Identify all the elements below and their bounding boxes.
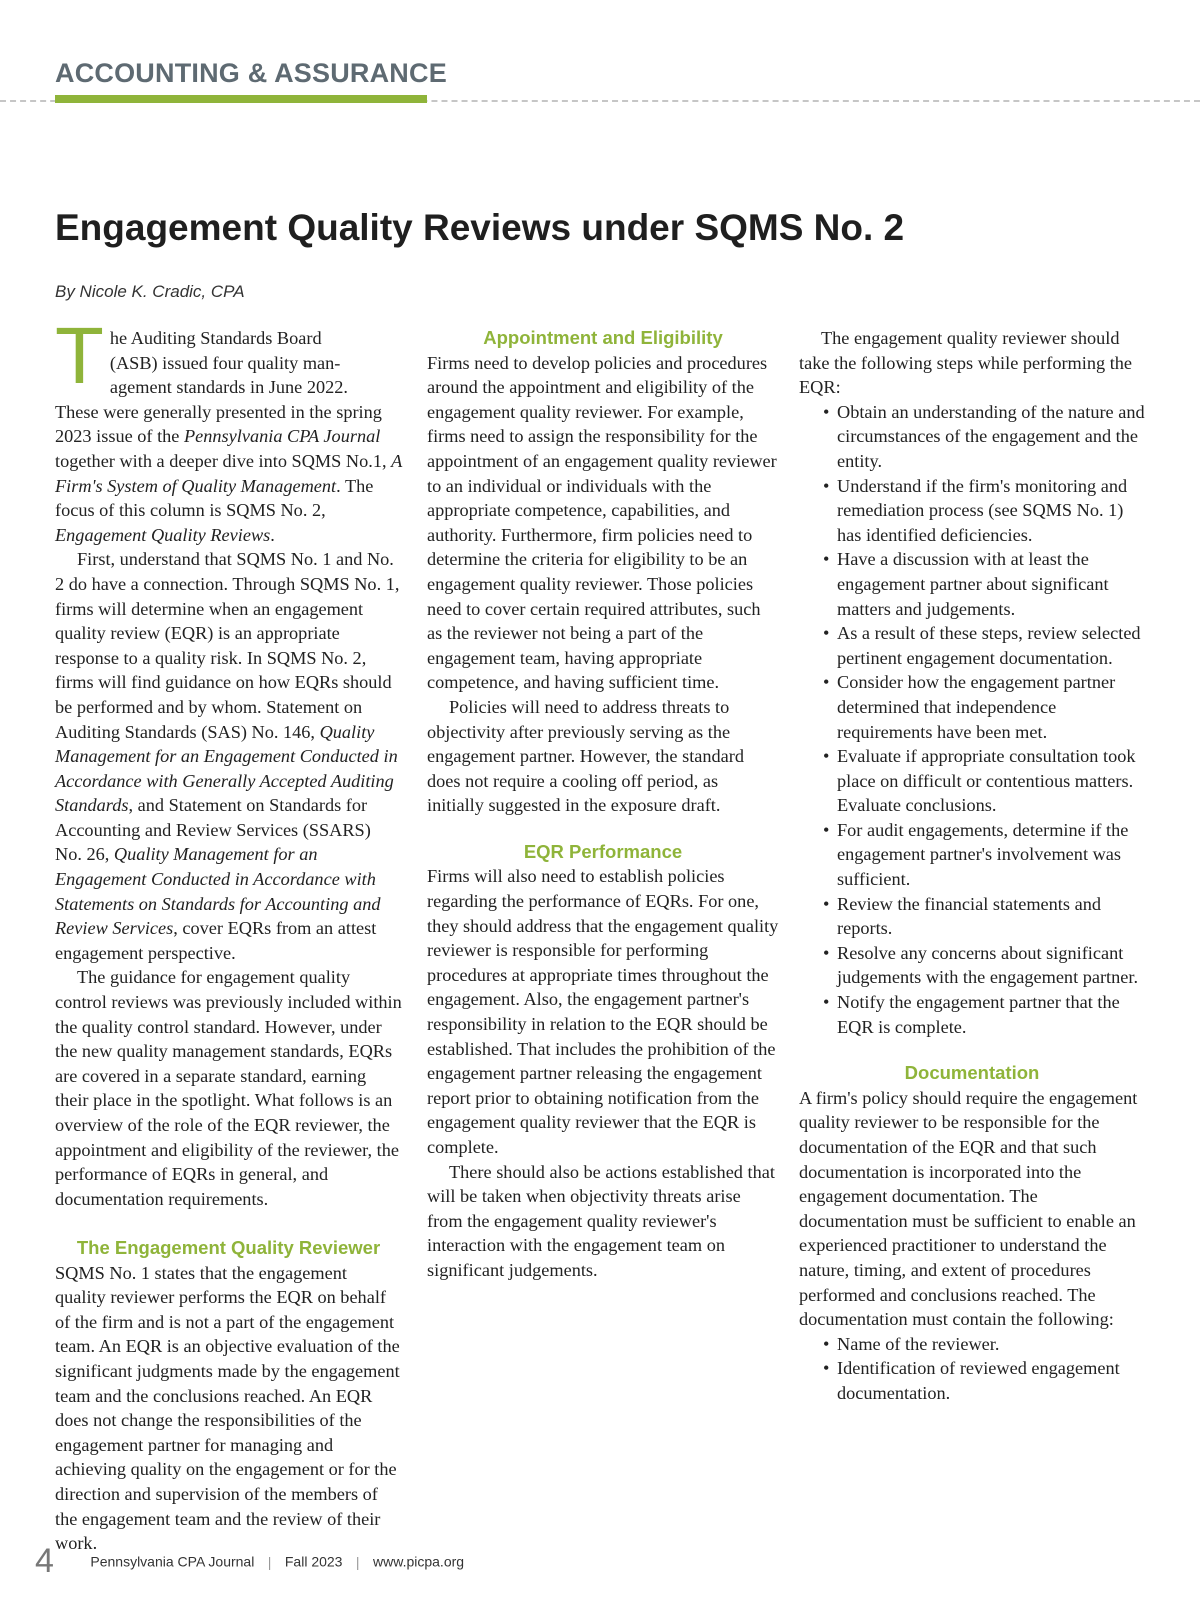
- issue-label: Fall 2023: [284, 1553, 343, 1570]
- list-item: • As a result of these steps, review selected pertinent engagement documentation.: [823, 623, 1141, 668]
- list-item: • Consider how the engagement partner determined that independence requirements have been met.: [823, 672, 1116, 742]
- paragraph: The guidance for engagement quality control reviews was previously included within the quality control standard. However, under the new quality management standards, EQRs are covered in a separate standard, earning their place in the spotlight. What follows is an overview of the role of the EQR reviewer, the appointment and eligibility of the reviewer, the performance of EQRs in general, and documentation requirements.: [55, 967, 402, 1209]
- publication-name: Pennsylvania CPA Journal: [90, 1553, 255, 1570]
- page-number: 4: [35, 1542, 54, 1580]
- subhead-appointment-eligibility: Appointment and Eligibility: [483, 327, 723, 348]
- paragraph: There should also be actions established that will be taken when objectivity threats arise from the engagement quality reviewer's interaction with the engagement team on significant judgements.: [427, 1161, 775, 1280]
- website-link[interactable]: www.picpa.org: [373, 1553, 465, 1570]
- list-item: • Have a discussion with at least the engagement partner about significant matters and judgements.: [823, 549, 1109, 619]
- paragraph: Firms will also need to establish policies regarding the performance of EQRs. For one, they should address that the engagement quality reviewer is responsible for performing procedures at appropriate times throughout the engagement. Also, the engagement partner's responsibility in relation to the EQR should be established. That includes the prohibition of the engagement partner releasing the engagement report prior to obtaining notification from the engagement quality reviewer that the EQR is complete.: [427, 866, 779, 1157]
- list-item: • Understand if the firm's monitoring and remediation process (see SQMS No. 1) has identified deficiencies.: [823, 475, 1128, 545]
- subhead-engagement-quality-reviewer: The Engagement Quality Reviewer: [76, 1236, 381, 1258]
- paragraph: Policies will need to address threats to objectivity after previously serving as the engagement partner. However, the standard does not require a cooling off period, as initially suggested in the exposure draft.: [427, 696, 745, 816]
- footer-separator: |: [355, 1553, 360, 1570]
- subhead-documentation: Documentation: [904, 1062, 1040, 1084]
- column-3: [799, 326, 1145, 1406]
- byline: By Nicole K. Cradic, CPA: [55, 282, 245, 301]
- article-title: Engagement Quality Reviews under SQMS No. 2: [55, 207, 905, 248]
- paragraph: SQMS No. 1 states that the engagement quality reviewer performs the EQR on behalf of the firm and is not a part of the engagement team. An EQR is an objective evaluation of the significant judgments made by the engagement team and the conclusions reached. An EQR does not change the responsibilities of the engagement partner for managing and achieving quality on the engagement or for the direction and supervision of the members of the engagement team and the review of their work.: [55, 1262, 400, 1554]
- list-item: • Identification of reviewed engagement documentation.: [823, 1358, 1120, 1403]
- page-footer: [35, 1542, 464, 1581]
- paragraph: A firm's policy should require the engagement quality reviewer to be responsible for the documentation of the EQR and that such documentation is incorporated into the engagement documentation. The documentation must be sufficient to enable an experienced practitioner to understand the nature, timing, and extent of procedures performed and conclusions reached. The documentation must contain the following:: [799, 1087, 1138, 1330]
- column-1: [55, 311, 402, 1556]
- section-label: ACCOUNTING & ASSURANCE: [55, 58, 447, 88]
- list-item: • Resolve any concerns about significant judgements with the engagement partner.: [823, 942, 1139, 988]
- paragraph: First, understand that SQMS No. 1 and No. 2 do have a connection. Through SQMS No. 1, firms will determine when an engagement quality review (EQR) is an appropriate response to a quality risk. In SQMS No. 2, firms will find guidance on how EQRs should be performed and by whom. Statement on Auditing Standards (SAS) No. 146, Quality Management for an Engagement Conducted in Accordance with Generally Accepted Auditing Standards, and Statement on Standards for Accounting and Review Services (SSARS) No. 26, Quality Management for an Engagement Conducted in Accordance with Statements on Standards for Accounting and Review Services, cover EQRs from an attest engagement perspective.: [55, 549, 400, 963]
- list-item: • For audit engagements, determine if the engagement partner's involvement was sufficient.: [823, 819, 1129, 890]
- list-item: • Obtain an understanding of the nature and circumstances of the engagement and the entity.: [823, 401, 1145, 471]
- list-item: • Review the financial statements and reports.: [823, 893, 1101, 939]
- list-item: • Notify the engagement partner that the EQR is complete.: [823, 992, 1120, 1037]
- paragraph: The engagement quality reviewer should take the following steps while performing the EQR:: [799, 328, 1133, 398]
- list-item: • Name of the reviewer.: [823, 1333, 1000, 1354]
- subhead-eqr-performance: EQR Performance: [523, 840, 683, 862]
- documentation-list: [799, 1332, 1145, 1406]
- footer-separator: |: [267, 1553, 272, 1570]
- column-2: [427, 326, 779, 1283]
- paragraph: Firms need to develop policies and procedures around the appointment and eligibility of the engagement quality reviewer. For example, firms need to assign the responsibility for the appointment of an engagement quality reviewer to an individual or individuals with the appropriate competence, capabilities, and authority. Furthermore, firm policies need to determine the criteria for eligibility to be an engagement quality reviewer. Those policies need to cover certain required attributes, such as the reviewer not being a part of the engagement team, having appropriate competence, and having sufficient time.: [427, 352, 777, 693]
- intro-paragraph: T he Auditing Standards Board (ASB) issued four quality man- agement standards in June 2022. These were generally presented in the spring 2023 issue of the Pennsylvania CPA Journal together with a deeper dive into SQMS No.1, A Firm's System of Quality Management. The focus of this column is SQMS No. 2, Engagement Quality Reviews.: [55, 311, 402, 545]
- section-accent-bar: [55, 95, 427, 103]
- eqr-steps-list: [799, 400, 1145, 1039]
- drop-cap: T: [55, 311, 104, 400]
- list-item: • Evaluate if appropriate consultation took place on difficult or contentious matters. Evaluate conclusions.: [823, 746, 1136, 816]
